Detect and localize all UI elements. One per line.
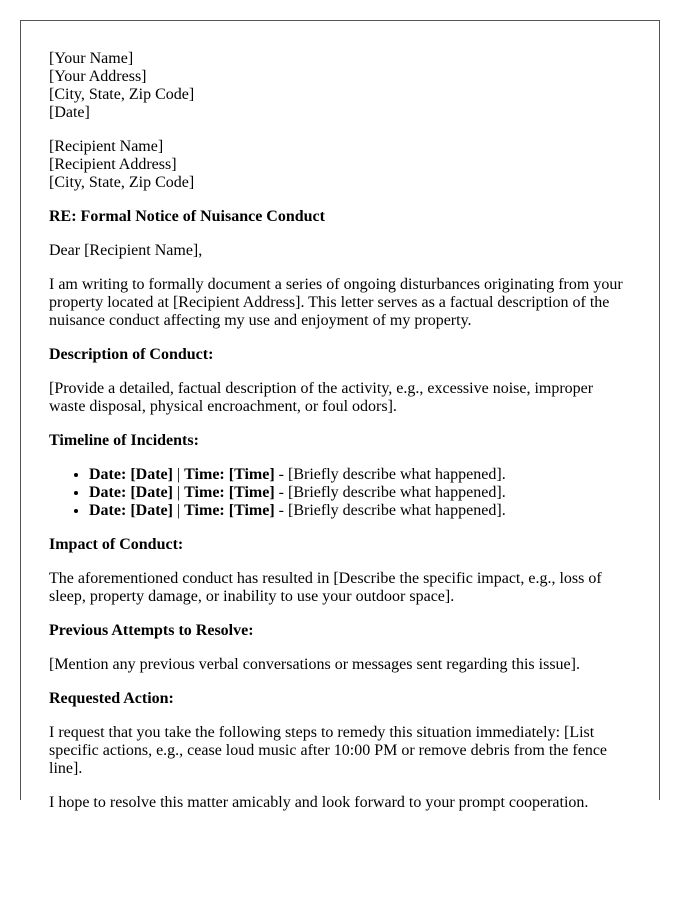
recipient-block [49, 138, 619, 192]
time-label: Time: [184, 484, 225, 501]
requested-action-line: line]. [49, 760, 83, 777]
description-line: waste disposal, physical encroachment, or foul odors]. [49, 398, 397, 415]
sender-address: [Your Address] [49, 68, 147, 85]
requested-action-heading: Requested Action: [49, 690, 174, 707]
sender-name: [Your Name] [49, 50, 134, 67]
closing-paragraph-partial [49, 794, 619, 812]
salutation: Dear [Recipient Name], [49, 242, 203, 259]
recipient-address: [Recipient Address] [49, 156, 177, 173]
sender-block [49, 50, 619, 122]
separator: | [172, 484, 185, 501]
time-label: Time: [184, 502, 225, 519]
incident-description: - [Briefly describe what happened]. [274, 466, 506, 483]
sender-city-state-zip: [City, State, Zip Code] [49, 86, 195, 103]
description-heading: Description of Conduct: [49, 346, 214, 363]
date-value: [Date] [130, 484, 173, 501]
closing-line: I hope to resolve this matter amicably and look forward to your prompt cooperation. [49, 794, 589, 811]
timeline-item [89, 502, 619, 520]
time-value: [Time] [228, 484, 275, 501]
subject-line: RE: Formal Notice of Nuisance Conduct [49, 208, 325, 225]
recipient-name: [Recipient Name] [49, 138, 164, 155]
date-label: Date: [89, 484, 127, 501]
impact-line: sleep, property damage, or inability to use your outdoor space]. [49, 588, 455, 605]
date-value: [Date] [130, 466, 173, 483]
requested-action-line: I request that you take the following steps to remedy this situation immediately: [List [49, 724, 595, 741]
previous-attempts-paragraph [49, 656, 619, 674]
incident-description: - [Briefly describe what happened]. [274, 484, 506, 501]
time-value: [Time] [228, 502, 275, 519]
requested-action-line: specific actions, e.g., cease loud music after 10:00 PM or remove debris from the fence [49, 742, 608, 759]
date-label: Date: [89, 466, 127, 483]
separator: | [172, 502, 185, 519]
timeline-item [89, 484, 619, 502]
intro-line: I am writing to formally document a series of ongoing disturbances originating from your [49, 276, 623, 293]
timeline-list [49, 466, 619, 520]
impact-paragraph [49, 570, 619, 606]
intro-paragraph [49, 276, 623, 330]
requested-action-paragraph [49, 724, 619, 778]
intro-line: property located at [Recipient Address]. This letter serves as a factual description of the [49, 294, 610, 311]
impact-line: The aforementioned conduct has resulted in [Describe the specific impact, e.g., loss of [49, 570, 602, 587]
letter-body [49, 50, 623, 812]
time-value: [Time] [228, 466, 275, 483]
previous-attempts-line: [Mention any previous verbal conversations or messages sent regarding this issue]. [49, 656, 580, 673]
timeline-heading: Timeline of Incidents: [49, 432, 199, 449]
intro-line: nuisance conduct affecting my use and enjoyment of my property. [49, 312, 472, 329]
timeline-item [89, 466, 619, 484]
incident-description: - [Briefly describe what happened]. [274, 502, 506, 519]
description-paragraph [49, 380, 619, 416]
impact-heading: Impact of Conduct: [49, 536, 184, 553]
date-label: Date: [89, 502, 127, 519]
letter-date: [Date] [49, 104, 90, 121]
recipient-city-state-zip: [City, State, Zip Code] [49, 174, 195, 191]
previous-attempts-heading: Previous Attempts to Resolve: [49, 622, 254, 639]
time-label: Time: [184, 466, 225, 483]
letter-page [20, 20, 660, 811]
description-line: [Provide a detailed, factual description of the activity, e.g., excessive noise, improper [49, 380, 594, 397]
separator: | [172, 466, 185, 483]
date-value: [Date] [130, 502, 173, 519]
